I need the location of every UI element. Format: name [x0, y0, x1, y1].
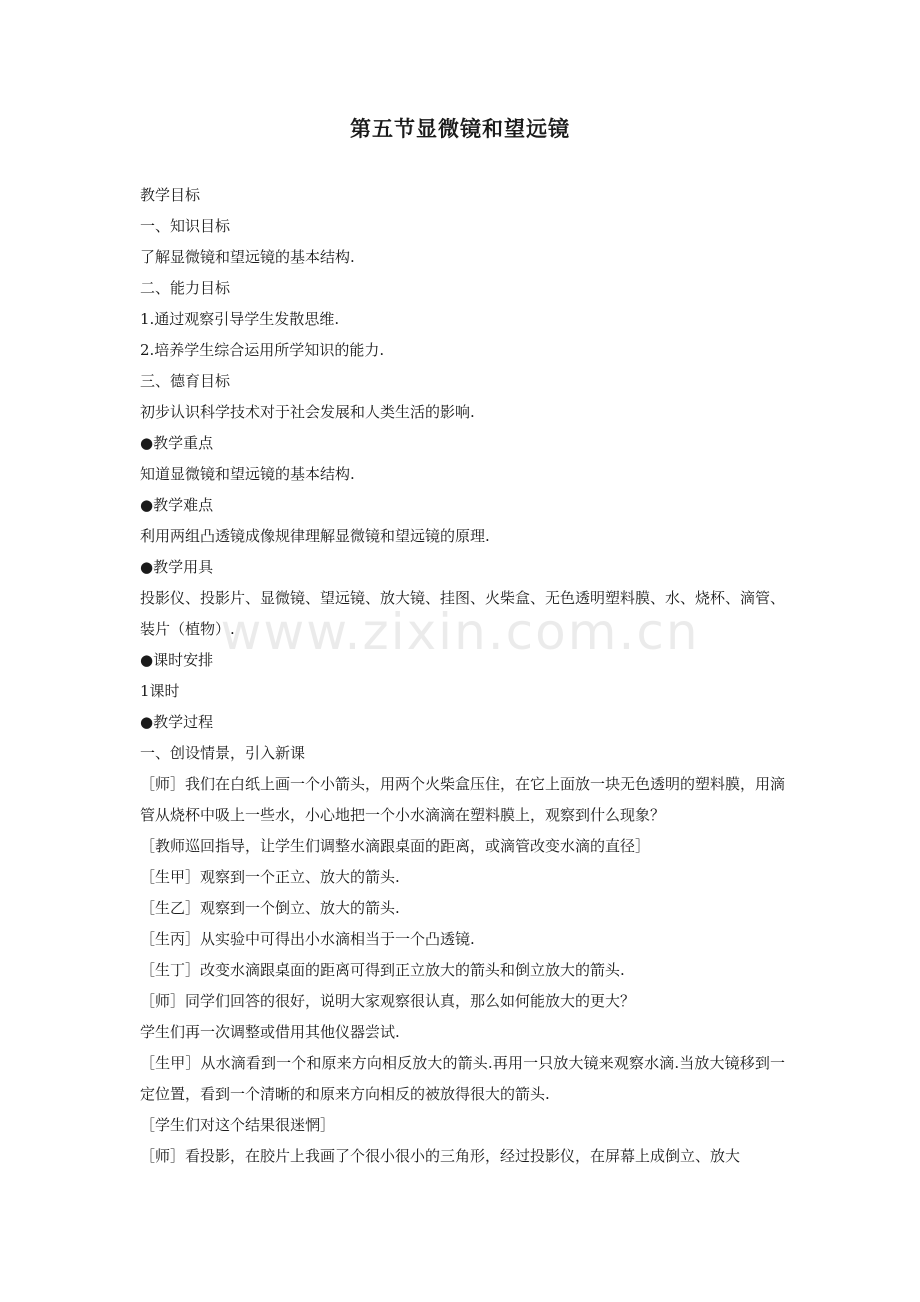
text-line: ［教师巡回指导，让学生们调整水滴跟桌面的距离，或滴管改变水滴的直径］ — [140, 837, 651, 855]
text-line: 1课时 — [140, 682, 180, 700]
section-heading: ●课时安排 — [140, 651, 214, 669]
text-line: 了解显微镜和望远镜的基本结构. — [140, 248, 355, 266]
text-line: 知道显微镜和望远镜的基本结构. — [140, 465, 355, 483]
section-heading: ●教学难点 — [140, 496, 214, 514]
section-heading: ●教学重点 — [140, 434, 214, 452]
section-heading: ●教学用具 — [140, 558, 214, 576]
text-line: 利用两组凸透镜成像规律理解显微镜和望远镜的原理. — [140, 527, 490, 545]
text-line: 二、能力目标 — [140, 279, 231, 297]
text-line: 教学目标 — [140, 186, 201, 204]
text-line: 三、德育目标 — [140, 372, 231, 390]
text-line: ［师］看投影，在胶片上我画了个很小很小的三角形，经过投影仪，在屏幕上成倒立、放大 — [140, 1147, 741, 1165]
section-heading: ●教学过程 — [140, 713, 214, 731]
text-line: 一、创设情景，引入新课 — [140, 744, 306, 762]
text-line: ［生丁］改变水滴跟桌面的距离可得到正立放大的箭头和倒立放大的箭头. — [140, 961, 625, 979]
text-line: ［生乙］观察到一个倒立、放大的箭头. — [140, 899, 400, 917]
text-line: ［生甲］观察到一个正立、放大的箭头. — [140, 868, 400, 886]
text-paragraph: ［生甲］从水滴看到一个和原来方向相反放大的箭头.再用一只放大镜来观察水滴.当放大镜移到一定位置，看到一个清晰的和原来方向相反的被放得很大的箭头. — [140, 1054, 785, 1103]
watermark: www.zixin.com.cn — [220, 603, 700, 661]
text-line: ［生丙］从实验中可得出小水滴相当于一个凸透镜. — [140, 930, 475, 948]
text-line: 1.通过观察引导学生发散思维. — [140, 310, 340, 328]
document-body — [140, 180, 785, 1172]
text-paragraph: ［师］我们在白纸上画一个小箭头，用两个火柴盒压住，在它上面放一块无色透明的塑料膜，用滴管从烧杯中吸上一些水，小心地把一个小水滴滴在塑料膜上，观察到什么现象？ — [140, 775, 785, 824]
document-title: 第五节显微镜和望远镜 — [350, 117, 570, 141]
text-paragraph: 投影仪、投影片、显微镜、望远镜、放大镜、挂图、火柴盒、无色透明塑料膜、水、烧杯、滴管、装片（植物）. — [140, 589, 785, 638]
text-line: ［学生们对这个结果很迷惘］ — [140, 1116, 336, 1134]
text-line: ［师］同学们回答的很好，说明大家观察很认真，那么如何能放大的更大？ — [140, 992, 636, 1010]
text-line: 2.培养学生综合运用所学知识的能力. — [140, 341, 385, 359]
text-line: 学生们再一次调整或借用其他仪器尝试. — [140, 1023, 400, 1041]
text-line: 初步认识科学技术对于社会发展和人类生活的影响. — [140, 403, 475, 421]
text-line: 一、知识目标 — [140, 217, 231, 235]
